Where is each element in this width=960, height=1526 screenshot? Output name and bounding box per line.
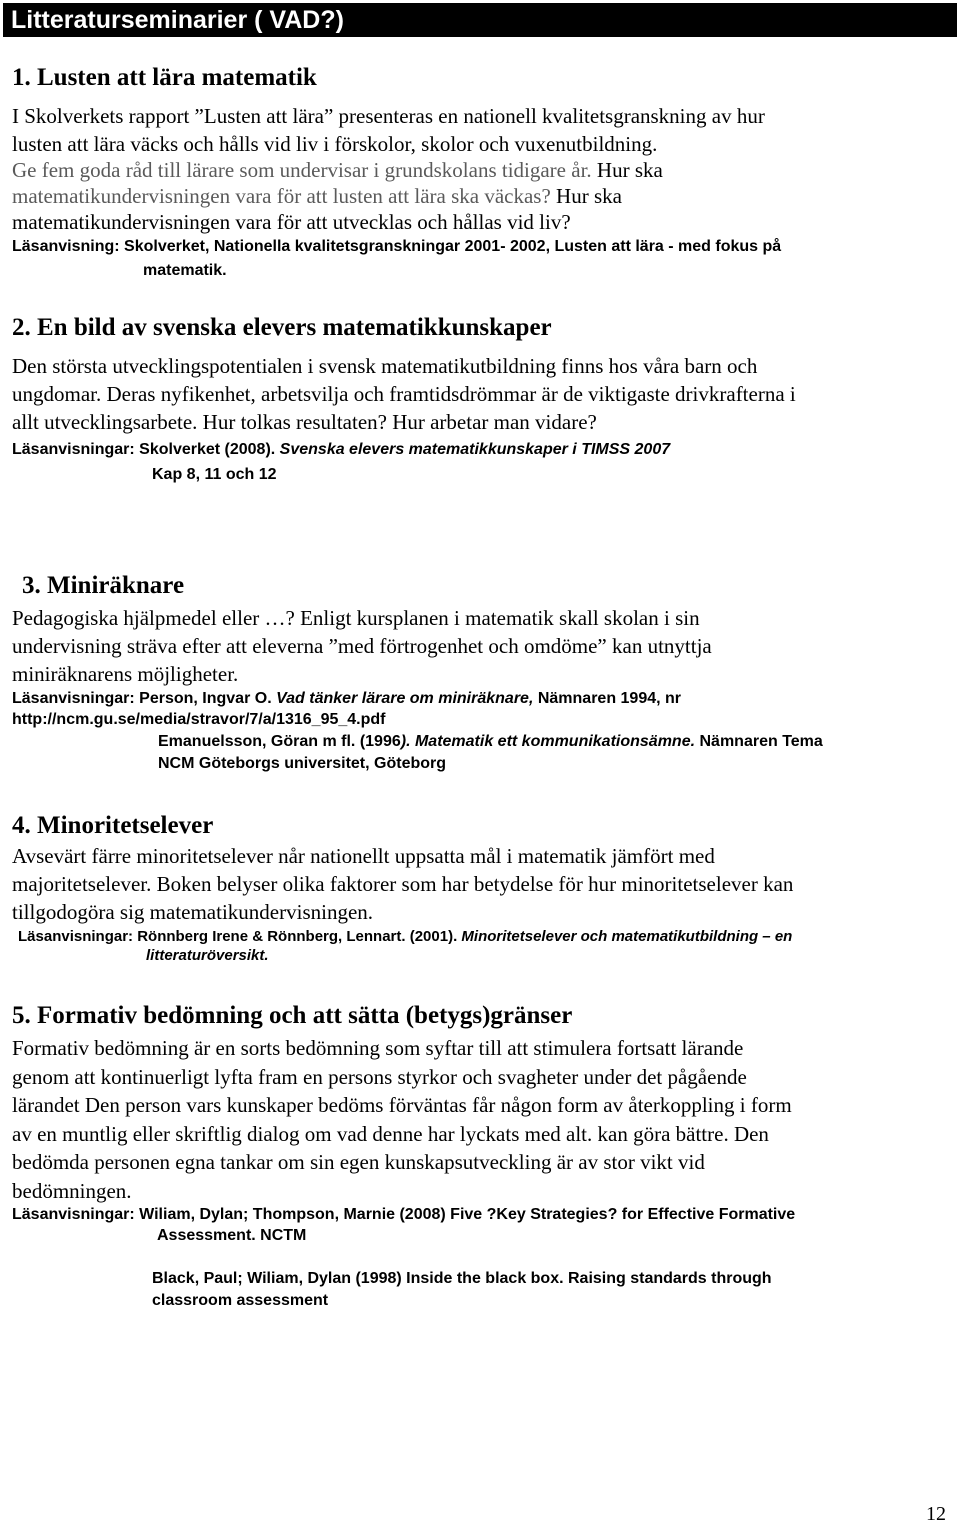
section-1-question-1: Ge fem goda råd till lärare som undervisar i grundskolans tidigare år. xyxy=(12,158,592,182)
section-5-line-6: bedömningen. xyxy=(12,1179,132,1203)
section-3-reading-2-title: ). Matematik ett kommunikationsämne. xyxy=(400,733,696,750)
section-3-reading-source: Nämnaren 1994, nr xyxy=(533,690,682,707)
section-2-line-1: Den största utvecklingspotentialen i svensk matematikutbildning finns hos våra barn och xyxy=(12,354,758,378)
section-1-line-2: lusten att lära väcks och hålls vid liv i förskolor, skolor och vuxenutbildning. xyxy=(12,132,658,156)
section-3-reading-link[interactable]: http://ncm.gu.se/media/stravor/7/a/1316_95_4.pdf xyxy=(12,711,386,728)
section-5-reading-1-cont: Assessment. NCTM xyxy=(157,1227,307,1244)
section-5-heading: 5. Formativ bedömning och att sätta (betygs)gränser xyxy=(12,1002,573,1029)
section-4-line-2: majoritetselever. Boken belyser olika faktorer som har betydelse för hur minoritetselever kan xyxy=(12,872,794,896)
section-4-reading xyxy=(18,928,792,945)
section-2-line-2: ungdomar. Deras nyfikenhet, arbetsvilja och framtidsdrömmar är de viktigaste drivkrafterna i xyxy=(12,382,796,406)
section-4-line-3: tillgodogöra sig matematikundervisningen. xyxy=(12,900,374,924)
section-2-line-3: allt utvecklingsarbete. Hur tolkas resultaten? Hur arbetar man vidare? xyxy=(12,410,597,434)
section-3-reading-2-publisher: NCM Göteborgs universitet, Göteborg xyxy=(158,755,447,772)
section-5-line-4: av en muntlig eller skriftlig dialog om vad denne har lyckats med alt. kan göra bättre. Den xyxy=(12,1122,769,1146)
section-2-reading-chapters: Kap 8, 11 och 12 xyxy=(152,466,277,483)
section-1-line-5: matematikundervisningen vara för att utvecklas och hållas vid liv? xyxy=(12,210,571,234)
section-5-line-5: bedömda personen egna tankar om sin egen kunskapsutveckling är av stor vikt vid xyxy=(12,1150,705,1174)
section-4-heading: 4. Minoritetselever xyxy=(12,812,214,839)
section-1-question-2b: matematikundervisningen vara för att lusten att lära ska väckas? xyxy=(12,184,551,208)
page-number: 12 xyxy=(926,1503,946,1525)
section-1-question-2a: Hur ska xyxy=(591,158,663,182)
section-5-line-3: lärandet Den person vars kunskaper bedöms förväntas får någon form av återkoppling i form xyxy=(12,1093,792,1117)
section-3-line-2: undervisning sträva efter att eleverna ”med förtrogenhet och omdöme” kan utnyttja xyxy=(12,634,712,658)
section-2-reading-label: Läsanvisningar: Skolverket (2008). xyxy=(12,441,280,458)
section-3-line-1: Pedagogiska hjälpmedel eller …? Enligt kursplanen i matematik skall skolan i sin xyxy=(12,606,700,630)
section-5-reading-1: Läsanvisningar: Wiliam, Dylan; Thompson, Marnie (2008) Five ?Key Strategies? for Effective Formative xyxy=(12,1206,796,1223)
section-3-line-3: miniräknarens möjligheter. xyxy=(12,662,239,686)
section-4-reading-title-cont: litteraturöversikt. xyxy=(146,947,269,964)
section-4-reading-title: Minoritetselever och matematikutbildning – en xyxy=(461,928,793,945)
section-1-reading: Läsanvisning: Skolverket, Nationella kvalitetsgranskningar 2001- 2002, Lusten att lära - med fokus på xyxy=(12,238,782,255)
section-3-reading-2 xyxy=(158,733,823,751)
section-1-heading: 1. Lusten att lära matematik xyxy=(12,64,317,91)
section-3-reading-2-author: Emanuelsson, Göran m fl. (1996 xyxy=(158,733,401,750)
section-5-reading-2-cont: classroom assessment xyxy=(152,1292,329,1309)
title-bar xyxy=(3,3,957,37)
section-4-reading-authors: Läsanvisningar: Rönnberg Irene & Rönnberg, Lennart. (2001). xyxy=(18,928,462,945)
section-1-line-4 xyxy=(12,184,622,209)
section-1-line-1: I Skolverkets rapport ”Lusten att lära” presenteras en nationell kvalitetsgranskning av hur xyxy=(12,104,765,128)
section-1-line-3 xyxy=(12,158,663,183)
document-title: Litteraturseminarier ( VAD?) xyxy=(11,6,344,34)
section-2-reading xyxy=(12,441,670,459)
section-3-reading-2-source: Nämnaren Tema xyxy=(695,733,823,750)
section-5-reading-2: Black, Paul; Wiliam, Dylan (1998) Inside the black box. Raising standards through xyxy=(152,1270,772,1287)
section-5-line-2: genom att kontinuerligt lyfta fram en persons styrkor och svagheter under det pågående xyxy=(12,1065,747,1089)
section-2-reading-title: Svenska elevers matematikkunskaper i TIMSS 2007 xyxy=(279,441,671,458)
section-2-heading: 2. En bild av svenska elevers matematikkunskaper xyxy=(12,314,552,341)
section-1-reading-cont: matematik. xyxy=(143,262,227,279)
section-3-reading xyxy=(12,690,681,708)
section-4-line-1: Avsevärt färre minoritetselever når nationellt uppsatta mål i matematik jämfört med xyxy=(12,844,715,868)
section-1-question-3a: Hur ska xyxy=(550,184,622,208)
section-3-heading: 3. Miniräknare xyxy=(22,572,185,599)
section-5-line-1: Formativ bedömning är en sorts bedömning som syftar till att stimulera fortsatt lärande xyxy=(12,1036,744,1060)
section-3-reading-author: Läsanvisningar: Person, Ingvar O. xyxy=(12,690,277,707)
section-3-reading-title: Vad tänker lärare om miniräknare, xyxy=(276,690,534,707)
